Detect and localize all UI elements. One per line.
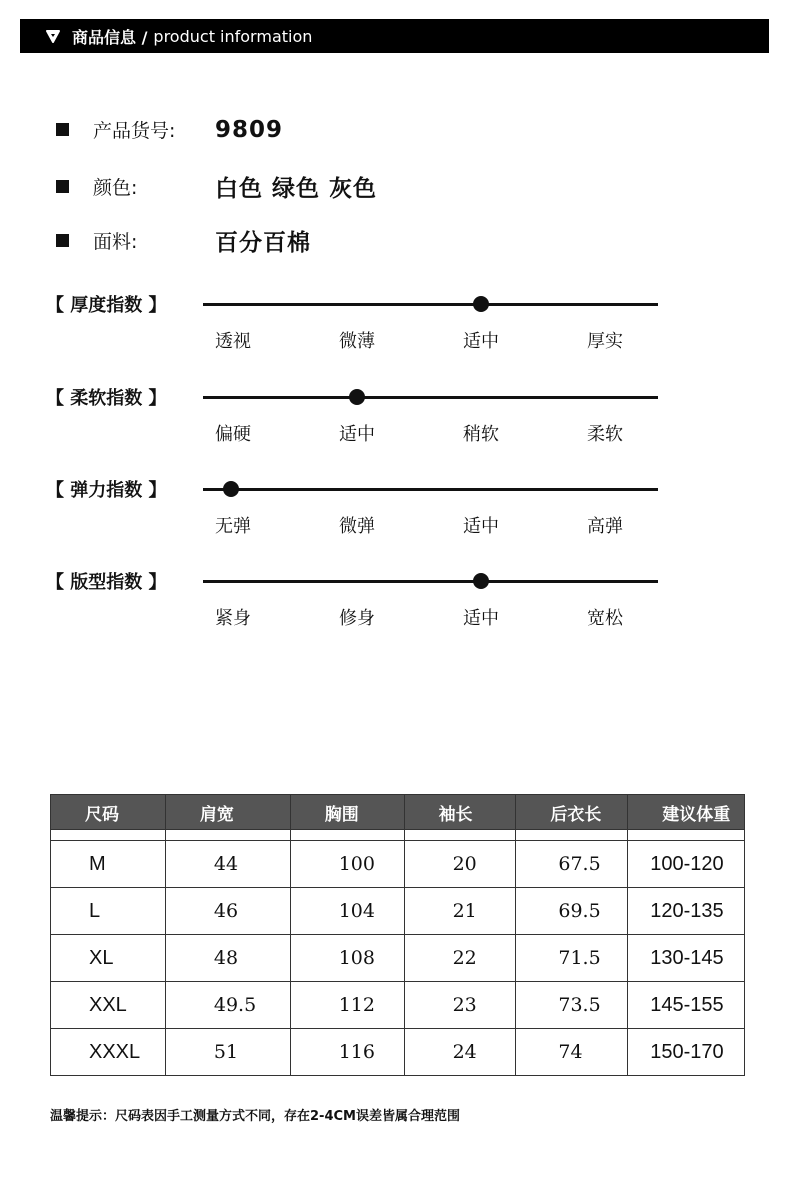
table-cell: 20 [404,841,516,888]
index-title: 【 弹力指数 】 [46,480,167,501]
table-cell: 130-145 [628,935,745,982]
column-header: 建议体重 [628,795,745,830]
scale-label: 厚实 [587,331,623,352]
index-title: 【 柔软指数 】 [46,388,167,409]
table-cell: XL [51,935,166,982]
scale-label: 宽松 [587,608,623,629]
scale-line [203,488,658,491]
table-cell: 69.5 [516,888,628,935]
index-scale [46,572,686,650]
index-scale [46,480,686,558]
scale-label: 紧身 [215,608,251,629]
table-cell: 21 [404,888,516,935]
table-cell: 51 [165,1029,290,1076]
scale-marker [473,573,489,589]
index-scale [46,295,686,373]
table-cell: 100-120 [628,841,745,888]
scale-label: 修身 [339,608,375,629]
index-scale [46,388,686,466]
scale-label: 微弹 [339,516,375,537]
scale-label: 偏硬 [215,424,251,445]
table-cell: 150-170 [628,1029,745,1076]
scale-label: 无弹 [215,516,251,537]
scale-label: 适中 [339,424,375,445]
table-cell: 108 [290,935,404,982]
scale-line [203,396,658,399]
table-cell: 73.5 [516,982,628,1029]
scale-label: 透视 [215,331,251,352]
scale-label: 微薄 [339,331,375,352]
info-item-code: 产品货号: 9809 [56,116,283,143]
table-cell: 71.5 [516,935,628,982]
scale-line [203,303,658,306]
table-cell: XXXL [51,1029,166,1076]
table-cell: 67.5 [516,841,628,888]
size-note: 温馨提示：尺码表因手工测量方式不同，存在2-4CM误差皆属合理范围 [50,1109,460,1124]
table-cell: 104 [290,888,404,935]
table-cell: 48 [165,935,290,982]
table-cell: 44 [165,841,290,888]
index-title: 【 版型指数 】 [46,572,167,593]
section-header [20,19,769,53]
table-cell: 74 [516,1029,628,1076]
table-cell: M [51,841,166,888]
info-item-color: 颜色: 白色 绿色 灰色 [56,170,377,203]
scale-label: 高弹 [587,516,623,537]
table-cell: 24 [404,1029,516,1076]
column-header: 尺码 [51,795,166,830]
table-row [51,1029,745,1076]
table-cell: 112 [290,982,404,1029]
table-cell: XXL [51,982,166,1029]
scale-marker [473,296,489,312]
scale-label: 稍软 [463,424,499,445]
scale-marker [349,389,365,405]
table-cell: 120-135 [628,888,745,935]
scale-label: 适中 [463,331,499,352]
scale-label: 适中 [463,608,499,629]
size-table [50,794,745,1076]
table-row [51,841,745,888]
header-title-en: product information [153,26,313,46]
scale-line [203,580,658,583]
table-cell: L [51,888,166,935]
info-item-fabric: 面料: 百分百棉 [56,224,311,257]
table-cell: 22 [404,935,516,982]
table-cell: 23 [404,982,516,1029]
table-row [51,888,745,935]
scale-label: 适中 [463,516,499,537]
table-cell: 116 [290,1029,404,1076]
table-row [51,982,745,1029]
table-cell: 145-155 [628,982,745,1029]
column-header: 胸围 [290,795,404,830]
table-cell: 49.5 [165,982,290,1029]
table-cell: 100 [290,841,404,888]
scale-marker [223,481,239,497]
column-header: 肩宽 [165,795,290,830]
index-title: 【 厚度指数 】 [46,295,167,316]
table-cell: 46 [165,888,290,935]
header-title-cn: 商品信息 / [72,27,148,47]
column-header: 袖长 [404,795,516,830]
table-row [51,935,745,982]
scale-label: 柔软 [587,424,623,445]
column-header: 后衣长 [516,795,628,830]
down-triangle-icon [46,29,60,43]
